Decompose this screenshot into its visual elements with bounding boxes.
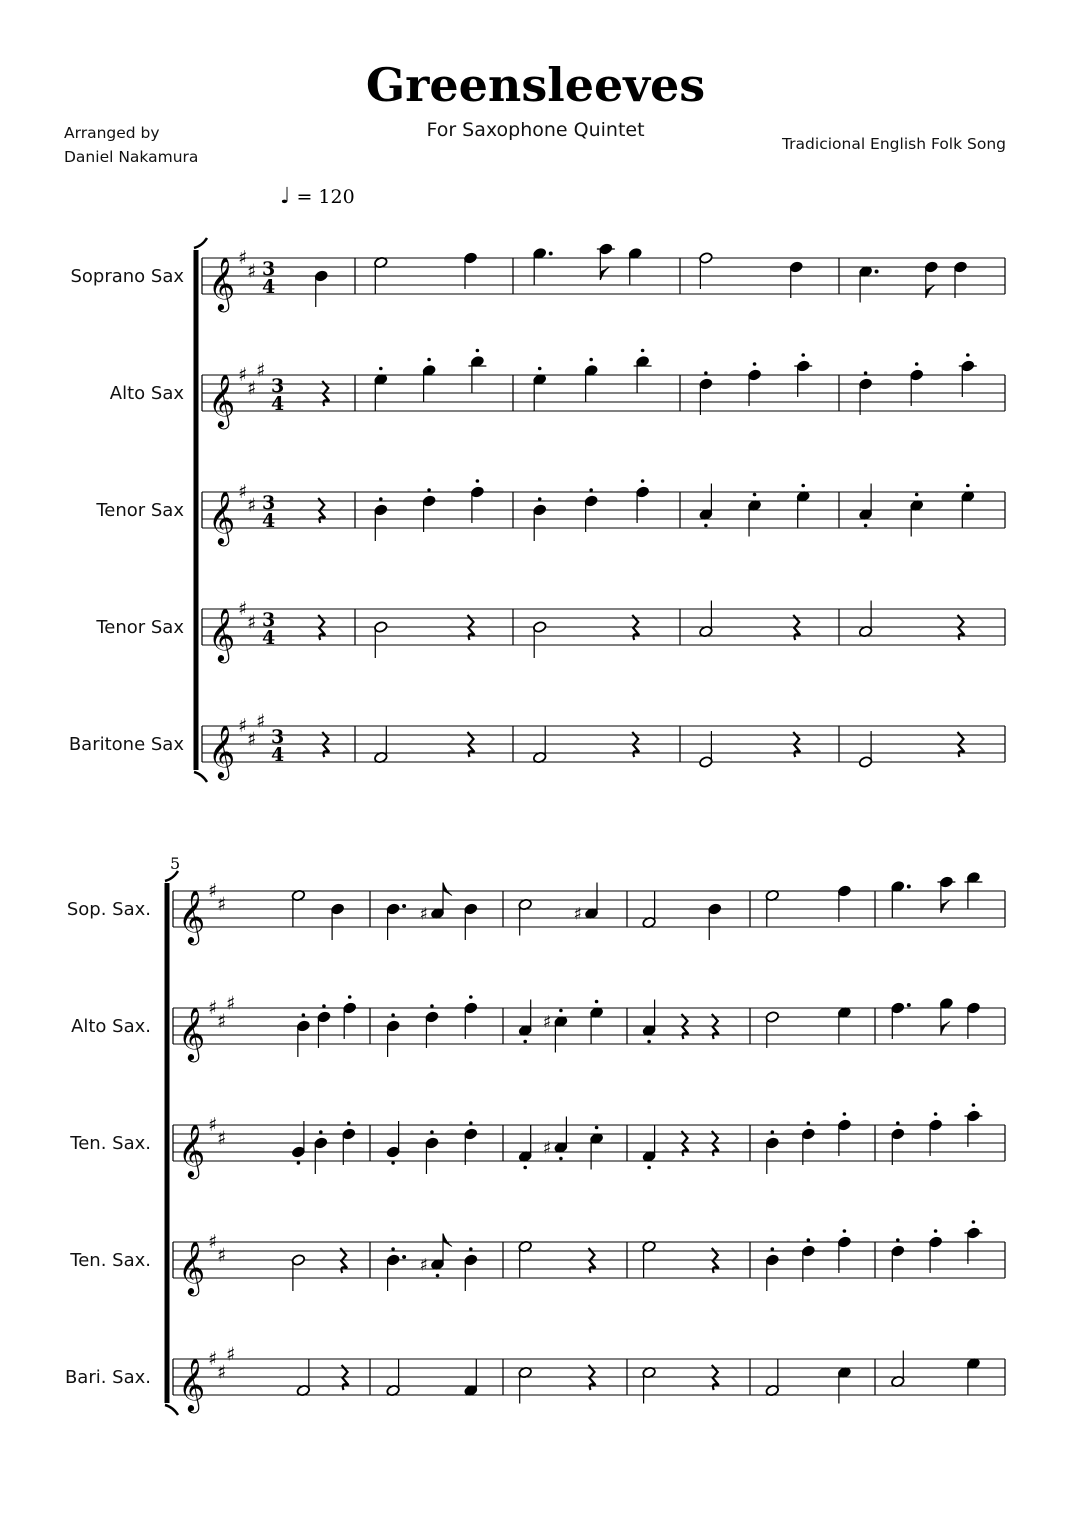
key-signature-sharp: ♯ [256, 710, 266, 733]
treble-clef: 𝄞 [208, 490, 236, 544]
tempo-value: = 120 [296, 186, 355, 208]
instrument-staff [71, 993, 1005, 1063]
key-signature-sharp: ♯ [217, 893, 227, 916]
measure-number: 5 [170, 854, 181, 873]
staccato-dot [347, 1121, 351, 1125]
treble-clef: 𝄞 [208, 607, 236, 661]
sharp-accidental: ♯ [542, 1138, 552, 1159]
staccato-dot [476, 479, 480, 483]
augmentation-dot [402, 1255, 406, 1259]
key-signature-sharp: ♯ [226, 992, 236, 1015]
bracket-hook-bottom [194, 772, 207, 782]
staccato-dot [966, 484, 970, 488]
key-signature-sharp: ♯ [238, 481, 248, 503]
staccato-dot [379, 497, 383, 501]
instrument-staff [67, 871, 1005, 945]
key-signature-sharp: ♯ [217, 1361, 227, 1384]
treble-clef: 𝄞 [178, 1123, 206, 1177]
treble-clef: 𝄞 [208, 256, 236, 310]
staccato-dot [896, 1121, 900, 1125]
instrument-label: Alto Sax [109, 383, 184, 404]
staccato-dot [379, 367, 383, 371]
key-signature-sharp: ♯ [217, 1127, 227, 1150]
staccato-dot [972, 1220, 976, 1224]
instrument-staff [69, 711, 1005, 781]
key-signature-sharp: ♯ [238, 364, 248, 386]
instrument-label: Baritone Sax [68, 734, 184, 755]
augmentation-dot [875, 270, 879, 274]
score-subtitle: For Saxophone Quintet [426, 119, 645, 141]
staccato-dot [807, 1121, 811, 1125]
staccato-dot [753, 362, 757, 366]
time-signature-denominator: 4 [262, 627, 276, 649]
score-title: Greensleeves [365, 58, 706, 112]
staccato-dot [391, 1161, 395, 1165]
key-signature-sharp: ♯ [247, 494, 257, 517]
time-signature-denominator: 4 [262, 276, 276, 298]
augmentation-dot [907, 1003, 911, 1007]
key-signature-sharp: ♯ [247, 611, 257, 634]
staccato-dot [427, 488, 431, 492]
staccato-dot [469, 1121, 473, 1125]
staccato-dot [807, 1238, 811, 1242]
sharp-accidental: ♯ [573, 904, 582, 925]
instrument-staff [69, 1103, 1005, 1179]
treble-clef: 𝄞 [208, 373, 236, 427]
staccato-dot [934, 1229, 938, 1233]
sharp-accidental: ♯ [419, 904, 428, 925]
note-flag [941, 1022, 950, 1035]
instrument-label: Soprano Sax [70, 266, 184, 287]
staccato-dot [915, 493, 919, 497]
staccato-dot [915, 362, 919, 366]
staccato-dot [753, 493, 757, 497]
key-signature-sharp: ♯ [208, 1231, 218, 1253]
staccato-dot [966, 353, 970, 357]
key-signature-sharp: ♯ [247, 728, 257, 751]
staccato-dot [436, 1274, 440, 1278]
note-flag [926, 285, 935, 298]
staccato-dot [297, 1161, 301, 1165]
treble-clef: 𝄞 [178, 1240, 206, 1294]
instrument-label: Bari. Sax. [64, 1367, 151, 1388]
staccato-dot [801, 353, 805, 357]
staccato-dot [641, 479, 645, 483]
instrument-staff [65, 1344, 1005, 1414]
staccato-dot [391, 1013, 395, 1017]
score-system [65, 854, 1005, 1415]
instrument-label: Ten. Sax. [70, 1133, 151, 1154]
staccato-dot [647, 1166, 651, 1170]
time-signature-numerator: 3 [262, 609, 276, 631]
staccato-dot [476, 349, 480, 353]
instrument-staff [95, 479, 1005, 546]
key-signature-sharp: ♯ [217, 1244, 227, 1267]
arranger-line-1: Arranged by [64, 124, 160, 142]
bracket-hook-top [194, 238, 207, 248]
key-signature-sharp: ♯ [217, 1010, 227, 1033]
treble-clef: 𝄞 [178, 1006, 206, 1060]
note-flag [443, 1234, 452, 1247]
time-signature-denominator: 4 [271, 393, 285, 415]
treble-clef: 𝄞 [178, 889, 206, 943]
key-signature-sharp: ♯ [247, 260, 257, 283]
note-flag [941, 900, 950, 913]
staccato-dot [523, 1166, 527, 1170]
key-signature-sharp: ♯ [256, 359, 266, 382]
key-signature-sharp: ♯ [208, 880, 218, 902]
staccato-dot [523, 1040, 527, 1044]
staccato-dot [559, 1157, 563, 1161]
staccato-dot [319, 1130, 323, 1134]
staccato-dot [559, 1009, 563, 1013]
staccato-dot [538, 367, 542, 371]
bracket-hook-bottom [165, 1405, 178, 1415]
staccato-dot [843, 1112, 847, 1116]
staccato-dot [641, 349, 645, 353]
key-signature-sharp: ♯ [208, 1114, 218, 1136]
staccato-dot [430, 1004, 434, 1008]
instrument-staff [110, 349, 1005, 429]
instrument-staff [69, 1220, 1005, 1296]
instrument-label: Tenor Sax [96, 617, 184, 638]
staccato-dot [864, 524, 868, 528]
augmentation-dot [549, 252, 553, 256]
staccato-dot [427, 358, 431, 362]
instrument-label: Ten. Sax. [70, 1250, 151, 1271]
key-signature-sharp: ♯ [238, 247, 248, 269]
staccato-dot [589, 358, 593, 362]
staccato-dot [595, 1126, 599, 1130]
key-signature-sharp: ♯ [238, 715, 248, 737]
staccato-dot [704, 371, 708, 375]
staccato-dot [469, 995, 473, 999]
key-signature-sharp: ♯ [226, 1343, 236, 1366]
composer-credit: Tradicional English Folk Song [781, 135, 1006, 153]
staccato-dot [801, 484, 805, 488]
key-signature-sharp: ♯ [247, 377, 257, 400]
time-signature-numerator: 3 [262, 492, 276, 514]
staccato-dot [430, 1130, 434, 1134]
key-signature-sharp: ♯ [208, 997, 218, 1019]
instrument-label: Sop. Sax. [66, 899, 151, 920]
time-signature-denominator: 4 [262, 510, 276, 532]
instrument-staff [95, 598, 1005, 663]
key-signature-sharp: ♯ [208, 1348, 218, 1370]
staccato-dot [589, 488, 593, 492]
staccato-dot [322, 1004, 326, 1008]
staccato-dot [934, 1112, 938, 1116]
staccato-dot [771, 1247, 775, 1251]
instrument-label: Tenor Sax [96, 500, 184, 521]
staccato-dot [595, 1000, 599, 1004]
augmentation-dot [402, 904, 406, 908]
staccato-dot [647, 1040, 651, 1044]
staccato-dot [302, 1013, 306, 1017]
staccato-dot [704, 524, 708, 528]
time-signature-numerator: 3 [271, 726, 285, 748]
sharp-accidental: ♯ [419, 1255, 428, 1276]
instrument-staff [70, 243, 1005, 312]
treble-clef: 𝄞 [178, 1357, 206, 1411]
augmentation-dot [907, 885, 911, 889]
staccato-dot [896, 1238, 900, 1242]
staccato-dot [771, 1130, 775, 1134]
time-signature-denominator: 4 [271, 744, 285, 766]
note-flag [600, 267, 609, 280]
quarter-note-icon: ♩ [280, 184, 291, 209]
time-signature-numerator: 3 [271, 375, 285, 397]
treble-clef: 𝄞 [208, 724, 236, 778]
score-system [69, 238, 1005, 782]
sharp-accidental: ♯ [542, 1012, 552, 1033]
staccato-dot [864, 371, 868, 375]
instrument-label: Alto Sax. [71, 1016, 151, 1037]
staccato-dot [538, 497, 542, 501]
staccato-dot [469, 1247, 473, 1251]
key-signature-sharp: ♯ [238, 598, 248, 620]
arranger-line-2: Daniel Nakamura [64, 148, 199, 166]
staccato-dot [391, 1247, 395, 1251]
staccato-dot [348, 995, 352, 999]
staccato-dot [972, 1103, 976, 1107]
note-flag [443, 883, 452, 896]
time-signature-numerator: 3 [262, 258, 276, 280]
staccato-dot [843, 1229, 847, 1233]
